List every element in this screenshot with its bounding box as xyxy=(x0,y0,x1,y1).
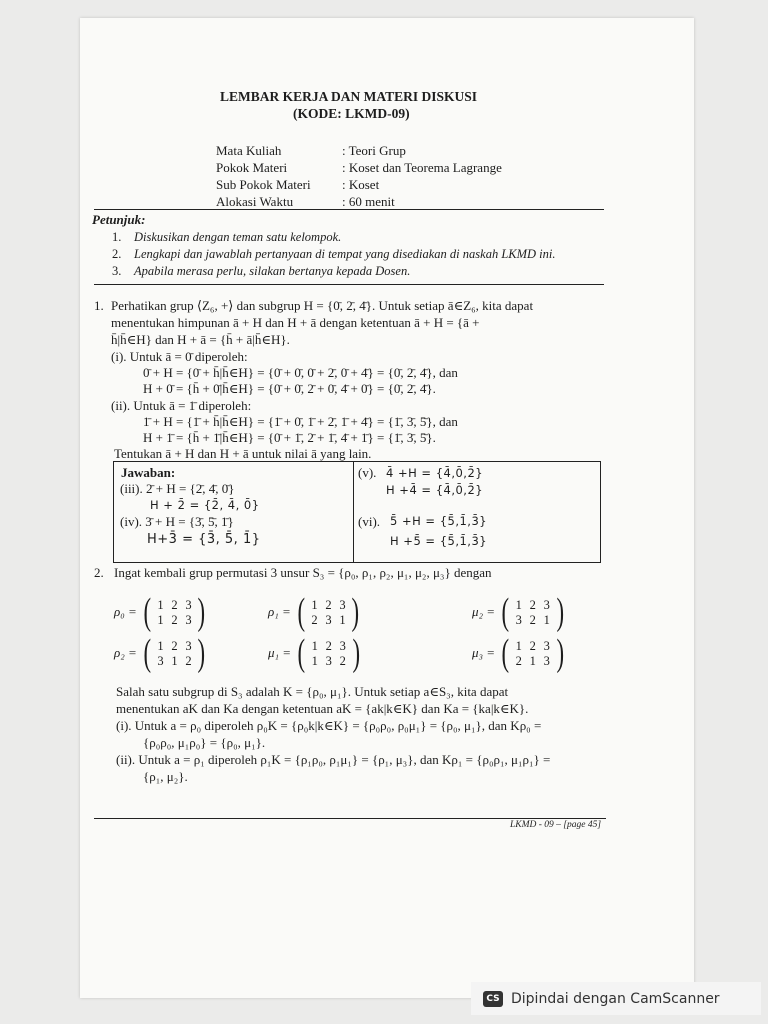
q1-case-i-left: 0̄ + H = {0̄ + h̄|h̄∈H} = {0̄ + 0̄, 0̄ + 2̄, 0̄ + 4̄} = {0̄, 2̄, 4̄}, dan xyxy=(143,365,458,380)
perm-mu2-matrix: 1 2 3 3 2 1 xyxy=(515,597,550,627)
instruction-num-2: 2. xyxy=(112,247,122,261)
perm-mu2: μ₂ = ( 1 2 3 3 2 1 ) xyxy=(472,591,564,633)
q2-case-ii-line-2: {ρ₁, μ₂}. xyxy=(143,769,188,784)
footer-divider xyxy=(94,818,606,819)
q2-case-i-line-2: {ρ₀ρ₀, μ₁ρ₀} = {ρ₀, μ₁}. xyxy=(143,735,266,750)
instruction-text-2: Lengkapi dan jawablah pertanyaan di tempat yang disediakan di naskah LKMD ini. xyxy=(134,247,556,261)
answer-vi-right: H +5̄ = {5̄,1̄,3̄} xyxy=(390,534,488,548)
perm-rho0-matrix: 1 2 3 1 2 3 xyxy=(157,597,192,627)
instructions-heading: Petunjuk: xyxy=(92,212,146,227)
q1-number: 1. xyxy=(94,298,104,313)
perm-rho0-name: ρ₀ = xyxy=(114,604,137,619)
perm-rho1-matrix: 1 2 3 2 3 1 xyxy=(311,597,346,627)
perm-mu3-matrix: 1 2 3 2 1 3 xyxy=(515,638,550,668)
instruction-text-3: Apabila merasa perlu, silakan bertanya kepada Dosen. xyxy=(134,264,411,278)
q1-case-ii-left: 1̄ + H = {1̄ + h̄|h̄∈H} = {1̄ + 0̄, 1̄ + 2̄, 1̄ + 4̄} = {1̄, 3̄, 5̄}, dan xyxy=(143,414,458,429)
answer-heading: Jawaban: xyxy=(121,465,176,480)
q2-paragraph-1: Salah satu subgrup di S₃ adalah K = {ρ₀, μ₁}. Untuk setiap a∈S₃, kita dapat xyxy=(116,684,509,699)
q2-number: 2. xyxy=(94,565,104,580)
answer-iv-right: H+3̄ = {3̄, 5̄, 1̄} xyxy=(147,532,261,547)
perm-mu3: μ₃ = ( 1 2 3 2 1 3 ) xyxy=(472,632,564,674)
perm-rho2-matrix: 1 2 3 3 1 2 xyxy=(157,638,192,668)
info-label-subtopic: Sub Pokok Materi xyxy=(216,177,311,192)
answer-v-left: 4̄ +H = {4̄,0̄,2̄} xyxy=(386,466,484,480)
answer-iii-left: (iii). 2̄ + H = {2̄, 4̄, 0̄} xyxy=(120,481,235,496)
q1-case-ii-right: H + 1̄ = {h̄ + 1̄|h̄∈H} = {0̄ + 1̄, 2̄ + 1̄, 4̄ + 1̄} = {1̄, 3̄, 5̄}. xyxy=(143,430,436,445)
perm-mu2-name: μ₂ = xyxy=(472,604,496,619)
answer-v-right: H +4̄ = {4̄,0̄,2̄} xyxy=(386,483,484,497)
q1-task: Tentukan ā + H dan H + ā untuk nilai ā yang lain. xyxy=(114,446,372,461)
perm-mu3-name: μ₃ = xyxy=(472,645,496,660)
answer-iii-right: H + 2̄ = {2̄, 4̄, 0̄} xyxy=(150,498,260,512)
answer-iv-left: (iv). 3̄ + H = {3̄, 5̄, 1̄} xyxy=(120,514,234,529)
q2-paragraph-2: menentukan aK dan Ka dengan ketentuan aK = {ak|k∈K} dan Ka = {ka|k∈K}. xyxy=(116,701,529,716)
instructions-divider xyxy=(94,284,604,285)
info-value-topic: : Koset dan Teorema Lagrange xyxy=(342,160,502,175)
q1-line-3: h̄|h̄∈H} dan H + ā = {h̄ + ā|h̄∈H}. xyxy=(111,332,290,347)
info-value-course: : Teori Grup xyxy=(342,143,406,158)
info-label-time: Alokasi Waktu xyxy=(216,194,294,209)
q1-line-2: menentukan himpunan ā + H dan H + ā dengan ketentuan ā + H = {ā + xyxy=(111,315,480,330)
perm-rho1-name: ρ₁ = xyxy=(268,604,291,619)
q1-case-i-right: H + 0̄ = {h̄ + 0̄|h̄∈H} = {0̄ + 0̄, 2̄ + 0̄, 4̄ + 0̄} = {0̄, 2̄, 4̄}. xyxy=(143,381,436,396)
info-value-time: : 60 menit xyxy=(342,194,395,209)
q1-case-ii-heading: (ii). Untuk ā = 1̄ diperoleh: xyxy=(111,398,252,413)
page-footer: LKMD - 09 – [page 45] xyxy=(510,820,602,830)
page-title: LEMBAR KERJA DAN MATERI DISKUSI xyxy=(220,89,478,104)
instruction-num-1: 1. xyxy=(112,230,122,244)
q1-case-i-heading: (i). Untuk ā = 0̄ diperoleh: xyxy=(111,349,248,364)
q2-intro: Ingat kembali grup permutasi 3 unsur S₃ = {ρ₀, ρ₁, ρ₂, μ₁, μ₂, μ₃} dengan xyxy=(114,565,492,580)
answer-v-label: (v). xyxy=(358,465,377,480)
perm-rho2: ρ₂ = ( 1 2 3 3 1 2 ) xyxy=(114,632,206,674)
answer-box-divider xyxy=(353,461,354,563)
info-label-topic: Pokok Materi xyxy=(216,160,288,175)
perm-rho0: ρ₀ = ( 1 2 3 1 2 3 ) xyxy=(114,591,206,633)
perm-mu1: μ₁ = ( 1 2 3 1 3 2 ) xyxy=(268,632,360,674)
perm-mu1-name: μ₁ = xyxy=(268,645,292,660)
camscanner-logo-icon: CS xyxy=(483,991,503,1007)
answer-vi-left: 5̄ +H = {5̄,1̄,3̄} xyxy=(390,514,488,528)
header-divider xyxy=(94,209,604,210)
perm-rho2-name: ρ₂ = xyxy=(114,645,137,660)
q2-case-ii-line-1: (ii). Untuk a = ρ₁ diperoleh ρ₁K = {ρ₁ρ₀, ρ₁μ₁} = {ρ₁, μ₃}, dan Kρ₁ = {ρ₀ρ₁, μ₁ρ₁} = xyxy=(116,752,551,767)
page-code: (KODE: LKMD-09) xyxy=(293,106,410,121)
q1-line-1: Perhatikan grup ⟨Z₆, +⟩ dan subgrup H = {0̄, 2̄, 4̄}. Untuk setiap ā∈Z₆, kita dapat xyxy=(111,298,534,313)
camscanner-watermark xyxy=(471,982,761,1015)
info-label-course: Mata Kuliah xyxy=(216,143,282,158)
answer-box[interactable] xyxy=(113,461,601,563)
instruction-text-1: Diskusikan dengan teman satu kelompok. xyxy=(134,230,342,244)
instruction-num-3: 3. xyxy=(112,264,122,278)
q2-case-i-line-1: (i). Untuk a = ρ₀ diperoleh ρ₀K = {ρ₀k|k∈K} = {ρ₀ρ₀, ρ₀μ₁} = {ρ₀, μ₁}, dan Kρ₀ = xyxy=(116,718,542,733)
perm-rho1: ρ₁ = ( 1 2 3 2 3 1 ) xyxy=(268,591,360,633)
camscanner-label: Dipindai dengan CamScanner xyxy=(511,990,720,1007)
answer-vi-label: (vi). xyxy=(358,514,381,529)
perm-mu1-matrix: 1 2 3 1 3 2 xyxy=(311,638,346,668)
info-value-subtopic: : Koset xyxy=(342,177,380,192)
